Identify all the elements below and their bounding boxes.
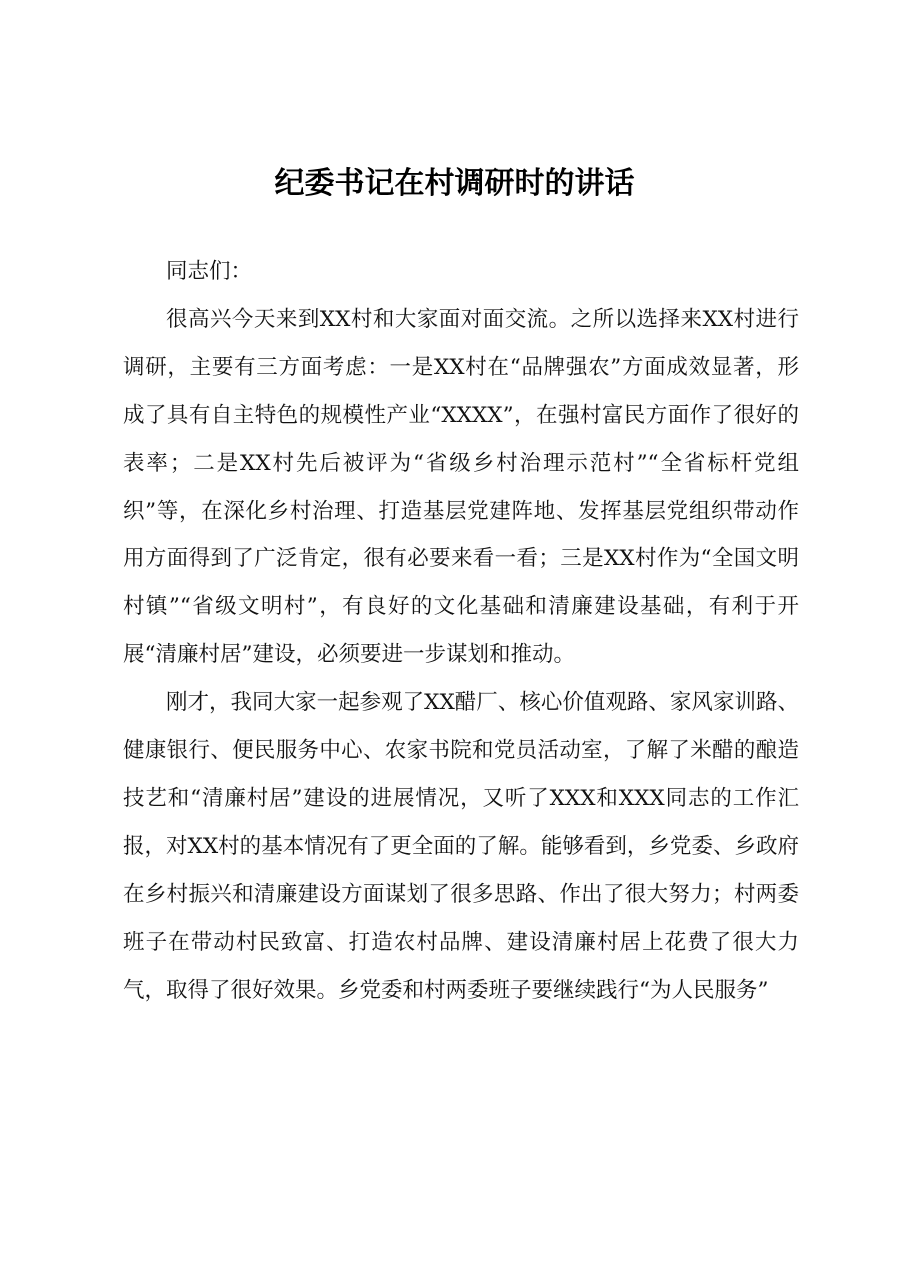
paragraph-2: 刚才，我同大家一起参观了XX醋厂、核心价值观路、家风家训路、健康银行、便民服务中心、农家书院和党员活动室，了解了米醋的酿造技艺和“清廉村居”建设的进展情况，又听了XXX和XXX同志的工作汇报，对XX村的基本情况有了更全面的了解。能够看到，乡党委、乡政府在乡村振兴和清廉建设方面谋划了很多思路、作出了很大努力；村两委班子在带动村民致富、打造农村品牌、建设清廉村居上花费了很大力气，取得了很好效果。乡党委和村两委班子要继续践行“为人民服务” <box>123 690 799 1003</box>
document-body <box>123 248 799 1015</box>
document-title: 纪委书记在村调研时的讲话 <box>274 166 635 201</box>
paragraph-1: 很高兴今天来到XX村和大家面对面交流。之所以选择来XX村进行调研，主要有三方面考虑：一是XX村在“品牌强农”方面成效显著，形成了具有自主特色的规模性产业“XXXX”，在强村富民方面作了很好的表率；二是XX村先后被评为“省级乡村治理示范村”“全省标杆党组织”等，在深化乡村治理、打造基层党建阵地、发挥基层党组织带动作用方面得到了广泛肯定，很有必要来看一看；三是XX村作为“全国文明村镇”“省级文明村”，有良好的文化基础和清廉建设基础，有利于开展“清廉村居”建设，必须要进一步谋划和推动。 <box>123 306 799 668</box>
salutation: 同志们： <box>166 259 253 284</box>
